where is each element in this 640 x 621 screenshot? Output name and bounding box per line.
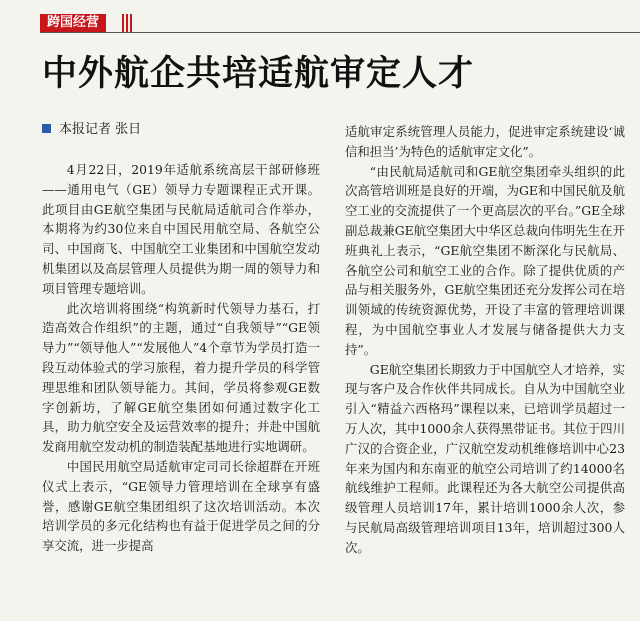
article-headline: 中外航企共培适航审定人才: [42, 54, 475, 94]
byline: [42, 122, 141, 138]
paragraph: GE航空集团长期致力于中国航空人才培养，实现与客户及合作伙伴共同成长。自从为中国航空业引入“精益六西格玛”课程以来，已培训学员超过一万人次，其中1000余人获得黑带证书。其位于四川广汉的合资企业，广汉航空发动机维修培训中心23年来为国内和东南亚的航空公司培训了约14000名航线维护工程师。此课程还为各大航空公司提供高级管理人员培训17年，累计培训1000余人次，参与民航局高级管理培训项目13年，培训超过300人次。: [345, 361, 625, 555]
section-tag: 跨国经营: [40, 14, 106, 32]
paragraph: “由民航局适航司和GE航空集团牵头组织的此次高管培训班是良好的开端，为GE和中国民航及航空工业的交流提供了一个更高层次的平台。”GE全球副总裁兼GE航空集团大中华区总裁向伟明先生在开班典礼上表示，“GE航空集团不断深化与民航局、各航空公司和航空工业的合作。除了提供优质的产品与相关服务外，GE航空集团还充分发挥公司在培训领域的传统资源优势，开设了丰富的管理培训课程，为中国航空事业人才发展与储备提供大力支持”。: [345, 163, 625, 357]
paragraph: 4月22日，2019年适航系统高层干部研修班——通用电气（GE）领导力专题课程正式开课。此项目由GE航空集团与民航局适航司合作举办，本期将为约30位来自中国民用航空局、各航空公司、中国商飞、中国航空工业集团和中国航空发动机集团以及高层管理人员提供为期一周的领导力和项目管理专题培训。: [42, 162, 320, 296]
paragraph: 此次培训将围绕“构筑新时代领导力基石，打造高效合作组织”的主题，通过“自我领导”“GE领导力”“领导他人”“发展他人”4个章节为学员打造一段互动体验式的学习旅程，着力提升学员的科学管理思维和团队领导能力。其间，学员将参观GE数字创新坊，了解GE航空集团如何通过数字化工具，助力航空安全及运营效率的提升；并赴中国航发商用航空发动机的制造装配基地进行实地调研。: [42, 300, 320, 455]
byline-text: 本报记者 张日: [59, 122, 142, 137]
tag-stripes-decoration: [122, 14, 134, 32]
paragraph: 中国民用航空局适航审定司司长徐超群在开班仪式上表示，“GE领导力管理培训在全球享有盛誉，感谢GE航空集团组织了这次培训活动。本次培训学员的多元化结构也有益于促进学员之间的分享交流，进一步提高: [42, 458, 320, 554]
right-column: [345, 122, 625, 558]
header-rule: [40, 32, 640, 33]
byline-square-icon: [42, 124, 51, 133]
left-column: [42, 160, 320, 556]
paragraph-continued: 适航审定系统管理人员能力，促进审定系统建设‘诚信和担当’为特色的适航审定文化”。: [345, 124, 625, 159]
